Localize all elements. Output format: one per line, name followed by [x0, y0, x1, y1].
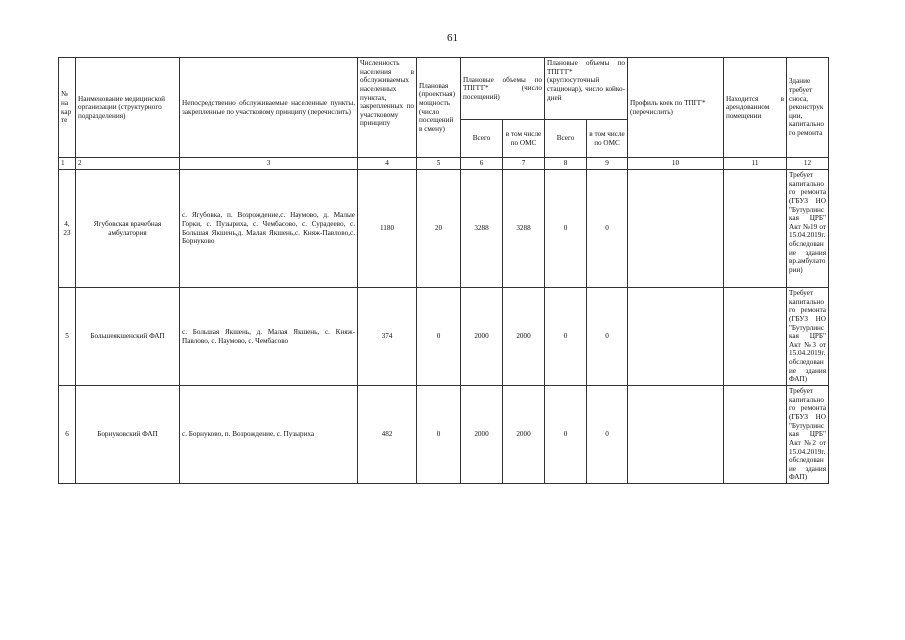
row-visits-total: 2000 [461, 288, 503, 386]
row-visits-total: 3288 [461, 170, 503, 288]
header-beds-oms: в том числе по ОМС [587, 120, 628, 158]
row-beds-oms: 0 [587, 288, 628, 386]
col-number: 2 [76, 158, 180, 170]
row-visits-total: 2000 [461, 386, 503, 484]
row-visits-oms: 2000 [503, 386, 545, 484]
col-number: 9 [587, 158, 628, 170]
row-bed-profile [628, 386, 724, 484]
header-visits: Плановые объемы по ТПГГГ* (число посещений) [461, 58, 545, 120]
table-row [59, 170, 829, 288]
row-population: 1180 [358, 170, 417, 288]
row-rented [724, 288, 787, 386]
row-map-number: 5 [59, 288, 76, 386]
row-beds-oms: 0 [587, 386, 628, 484]
row-repair: Требует капитального ремонта (ГБУЗ НО "Бутурлинская ЦРБ" Акт №3 от 15.04.2019г. обследование здания ФАП) [787, 288, 829, 386]
header-population: Численность населения в обслуживаемых населенных пунктах, закрепленных по участковому принципу [358, 58, 417, 158]
table-row [59, 288, 829, 386]
header-settlements: Непосредственно обслуживаемые населенные пункты, закрепленные по участковому принципу (перечислить) [180, 58, 358, 158]
col-number: 6 [461, 158, 503, 170]
row-map-number: 4, 23 [59, 170, 76, 288]
row-settlements: с. Ягубовка, п. Возрождение,с. Наумово, д. Малые Горки, с. Пузыриха, с. Чембасово, с. Сурадеево, с. Большая Якшень,д. Малая Якшень,с. Княж-Павлово,с. Борнуково [180, 170, 358, 288]
header-visits-total: Всего [461, 120, 503, 158]
col-number: 5 [417, 158, 461, 170]
row-visits-oms: 2000 [503, 288, 545, 386]
row-organization: Борнуковский ФАП [76, 386, 180, 484]
page-number: 61 [447, 32, 458, 44]
row-capacity: 0 [417, 386, 461, 484]
col-number: 12 [787, 158, 829, 170]
header-capacity: Плановая (проектная) мощность (число посещений в смену) [417, 58, 461, 158]
row-population: 374 [358, 288, 417, 386]
col-number: 1 [59, 158, 76, 170]
row-rented [724, 170, 787, 288]
header-rented: Находится в арендованном помещении [724, 58, 787, 158]
row-beds-total: 0 [545, 386, 587, 484]
column-numbers-row [59, 158, 829, 170]
header-organization: Наименование медицинской организации (структурного подразделения) [76, 58, 180, 158]
header-bed-profile: Профиль коек по ТПГГ* (перечислить) [628, 58, 724, 158]
row-beds-total: 0 [545, 170, 587, 288]
row-capacity: 0 [417, 288, 461, 386]
facilities-table [58, 57, 829, 484]
row-beds-total: 0 [545, 288, 587, 386]
row-settlements: с. Борнуково, п. Возрождение, с. Пузыриха [180, 386, 358, 484]
row-map-number: 6 [59, 386, 76, 484]
row-organization: Большеякшенский ФАП [76, 288, 180, 386]
row-repair: Требует капитального ремонта (ГБУЗ НО "Бутурлинская ЦРБ" Акт №2 от 15.04.2019г. обследование здания ФАП) [787, 386, 829, 484]
row-organization: Ягубовская врачебная амбулатория [76, 170, 180, 288]
table-row [59, 386, 829, 484]
row-capacity: 20 [417, 170, 461, 288]
header-visits-oms: в том числе по ОМС [503, 120, 545, 158]
col-number: 8 [545, 158, 587, 170]
row-bed-profile [628, 288, 724, 386]
row-visits-oms: 3288 [503, 170, 545, 288]
row-population: 482 [358, 386, 417, 484]
col-number: 3 [180, 158, 358, 170]
col-number: 7 [503, 158, 545, 170]
header-row-1 [59, 58, 829, 120]
col-number: 4 [358, 158, 417, 170]
col-number: 10 [628, 158, 724, 170]
header-repair: Здание требует сноса, реконструкции, капитального ремонта [787, 58, 829, 158]
row-beds-oms: 0 [587, 170, 628, 288]
row-rented [724, 386, 787, 484]
header-beds: Плановые объемы по ТПГГГ* (круглосуточный стационар), число койко-дней [545, 58, 628, 120]
header-map-number: № на карте [59, 58, 76, 158]
header-beds-total: Всего [545, 120, 587, 158]
row-settlements: с. Большая Якшень, д. Малая Якшень, с. Княж-Павлово, с. Наумово, с. Чембасово [180, 288, 358, 386]
row-bed-profile [628, 170, 724, 288]
col-number: 11 [724, 158, 787, 170]
row-repair: Требует капитального ремонта (ГБУЗ НО "Бутурлинская ЦРБ" Акт №19 от 15.04.2019г. обследование здания вр.амбулатории) [787, 170, 829, 288]
